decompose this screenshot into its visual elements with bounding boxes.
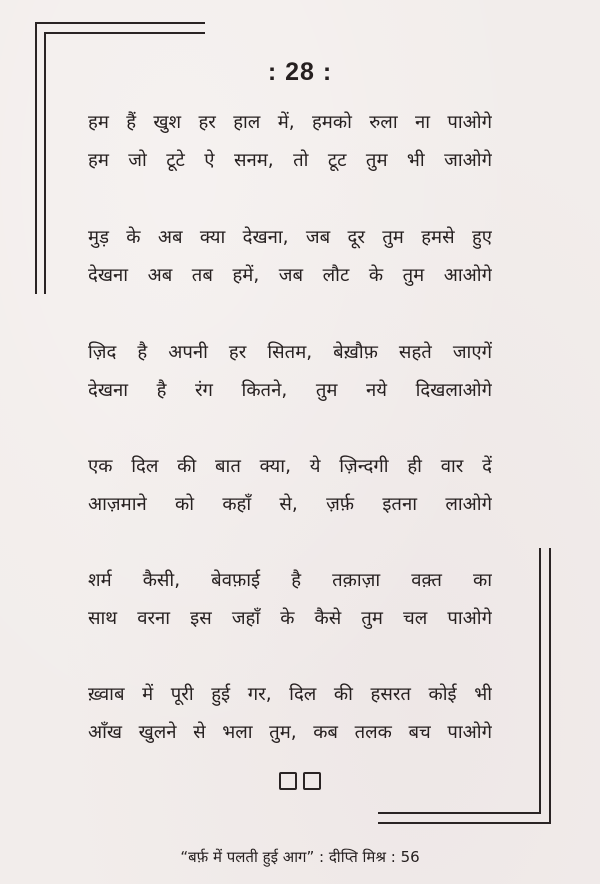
verse-line: ख़्वाब में पूरी हुई गर, दिल की हसरत कोई भी xyxy=(88,684,492,705)
verse-line: देखना है रंग कितने, तुम नये दिखलाओगे xyxy=(88,380,492,401)
bottom-right-border-inner-horizontal xyxy=(378,812,541,814)
verse-line: हम जो टूटे ऐ सनम, तो टूट तुम भी जाओगे xyxy=(88,150,492,171)
verse-line: मुड़ के अब क्या देखना, जब दूर तुम हमसे हुए xyxy=(88,227,492,248)
top-left-border-inner-horizontal xyxy=(44,32,205,34)
verse-line: देखना अब तब हमें, जब लौट के तुम आओगे xyxy=(88,265,492,286)
verse-line: साथ वरना इस जहाँ के कैसे तुम चल पाओगे xyxy=(88,608,492,629)
verse-line: ज़िद है अपनी हर सितम, बेख़ौफ़ सहते जाएगें xyxy=(88,342,492,363)
poem-number-heading: : 28 : xyxy=(267,58,333,86)
bottom-right-border-outer-horizontal xyxy=(378,822,551,824)
verse-6 xyxy=(88,676,492,752)
end-square-icon xyxy=(279,772,297,790)
end-square-icon xyxy=(303,772,321,790)
verse-4 xyxy=(88,448,492,524)
verse-line: शर्म कैसी, बेवफ़ाई है तक़ाज़ा वक़्त का xyxy=(88,570,492,591)
verse-2 xyxy=(88,219,492,295)
verse-line: आँख खुलने से भला तुम, कब तलक बच पाओगे xyxy=(88,722,492,743)
top-left-border-outer-horizontal xyxy=(35,22,205,24)
end-of-poem-mark xyxy=(0,772,600,790)
verse-line: एक दिल की बात क्या, ये ज़िन्दगी ही वार दें xyxy=(88,456,492,477)
page-footer: “बर्फ़ में पलती हुई आग” : दीप्ति मिश्र : 56 xyxy=(180,848,420,866)
verse-3 xyxy=(88,334,492,410)
verse-line: आज़माने को कहाँ से, ज़र्फ़ इतना लाओगे xyxy=(88,494,492,515)
verse-1 xyxy=(88,104,492,180)
verse-line: हम हैं खुश हर हाल में, हमको रुला ना पाओगे xyxy=(88,112,492,133)
verse-5 xyxy=(88,562,492,638)
